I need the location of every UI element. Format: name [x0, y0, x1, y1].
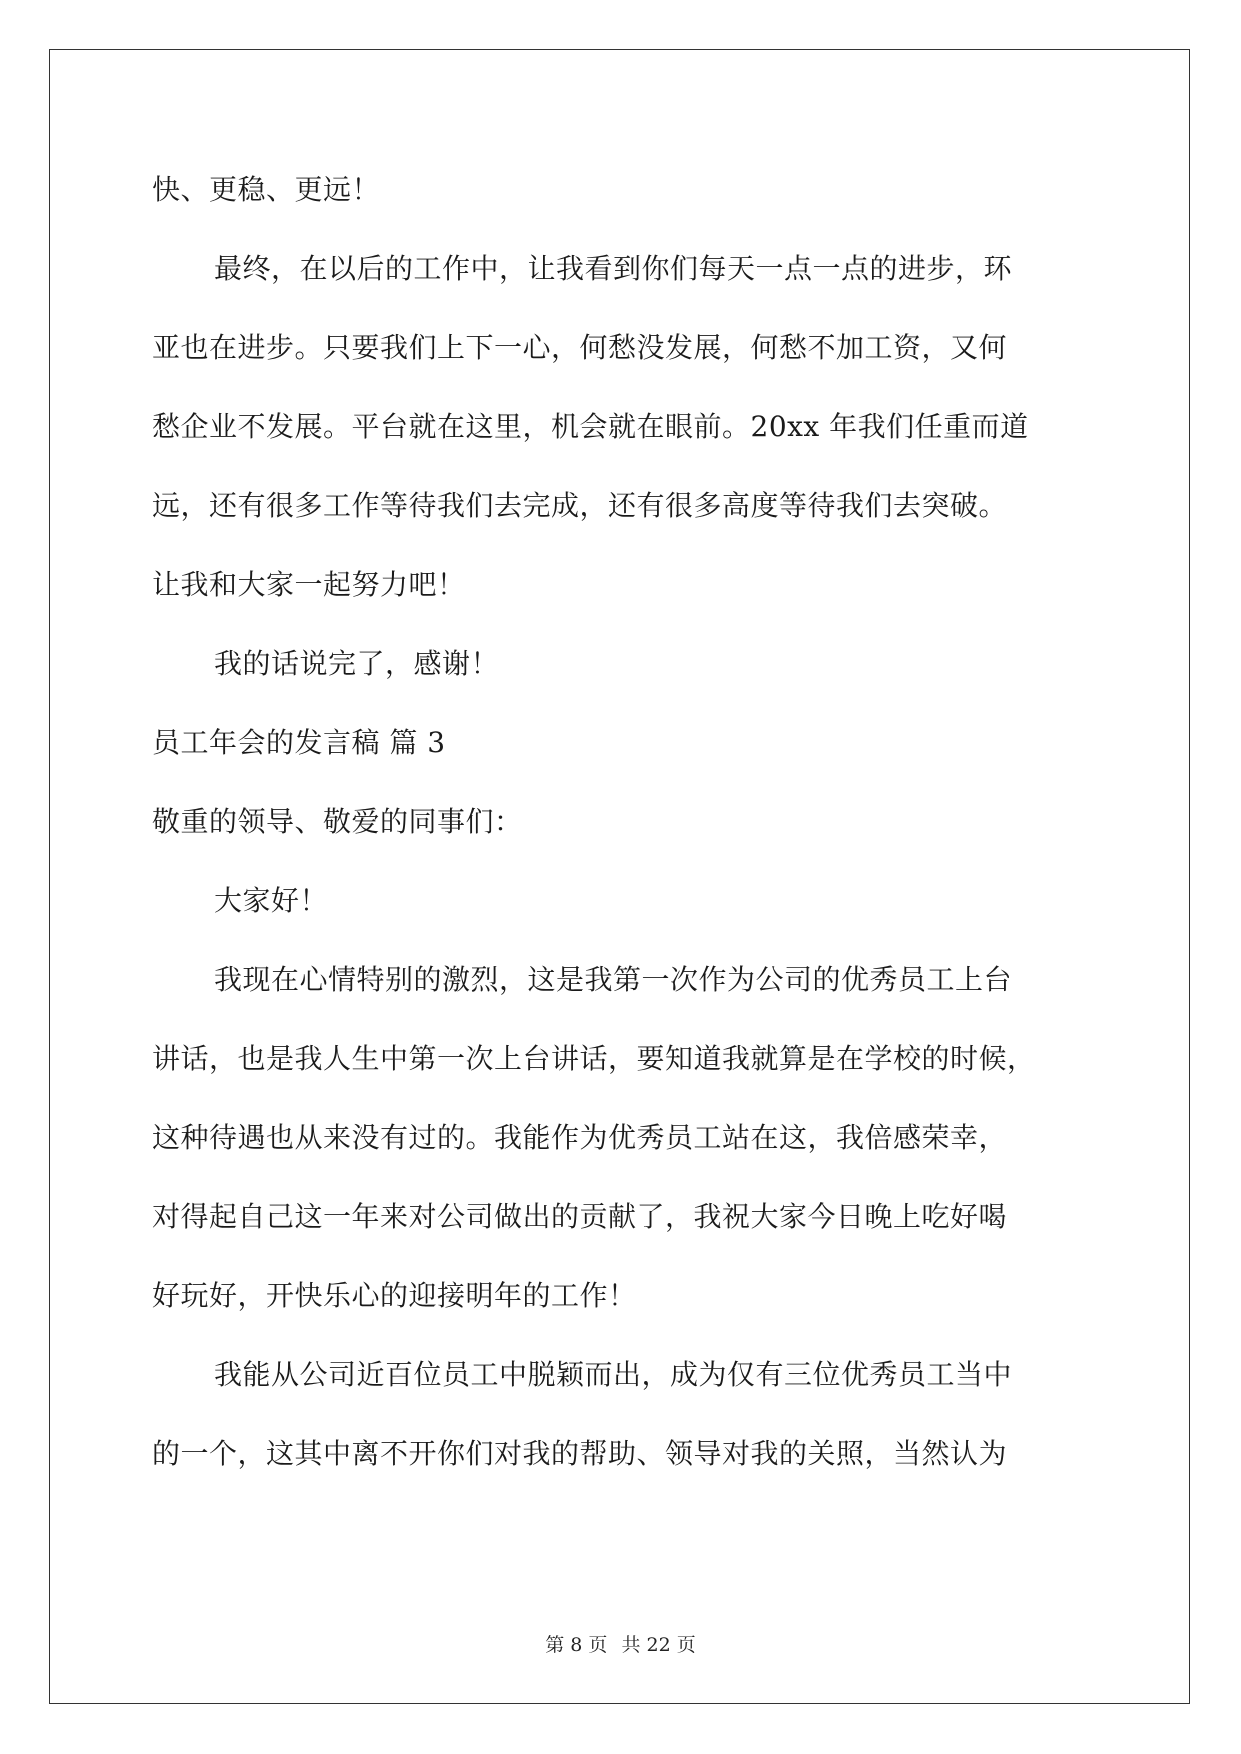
paragraph-line: 这种待遇也从来没有过的。我能作为优秀员工站在这，我倍感荣幸，	[152, 1121, 1008, 1154]
page-total: 共 22 页	[621, 1634, 696, 1656]
section-heading: 员工年会的发言稿 篇 3	[152, 726, 446, 759]
page-number: 第 8 页	[545, 1634, 608, 1656]
paragraph-line: 我能从公司近百位员工中脱颖而出，成为仅有三位优秀员工当中	[214, 1358, 1013, 1391]
paragraph-line: 我现在心情特别的激烈，这是我第一次作为公司的优秀员工上台	[214, 963, 1013, 996]
paragraph-line: 的一个，这其中离不开你们对我的帮助、领导对我的关照，当然认为	[152, 1437, 1008, 1470]
page-footer	[0, 1630, 1241, 1657]
salutation: 敬重的领导、敬爱的同事们：	[152, 805, 523, 838]
paragraph-line: 亚也在进步。只要我们上下一心，何愁没发展，何愁不加工资，又何	[152, 331, 1008, 364]
paragraph-line: 让我和大家一起努力吧！	[152, 568, 466, 601]
paragraph-line: 好玩好，开快乐心的迎接明年的工作！	[152, 1279, 637, 1312]
paragraph-line: 快、更稳、更远！	[152, 173, 381, 206]
greeting: 大家好！	[214, 884, 329, 917]
paragraph-line: 讲话，也是我人生中第一次上台讲话，要知道我就算是在学校的时候，	[152, 1042, 1036, 1075]
paragraph-line: 最终，在以后的工作中，让我看到你们每天一点一点的进步，环	[214, 252, 1013, 285]
paragraph-line: 对得起自己这一年来对公司做出的贡献了，我祝大家今日晚上吃好喝	[152, 1200, 1008, 1233]
paragraph-line: 愁企业不发展。平台就在这里，机会就在眼前。20xx 年我们任重而道	[152, 410, 1029, 443]
paragraph-line: 我的话说完了，感谢！	[214, 647, 500, 680]
document-body	[152, 160, 1092, 1503]
paragraph-line: 远，还有很多工作等待我们去完成，还有很多高度等待我们去突破。	[152, 489, 1008, 522]
